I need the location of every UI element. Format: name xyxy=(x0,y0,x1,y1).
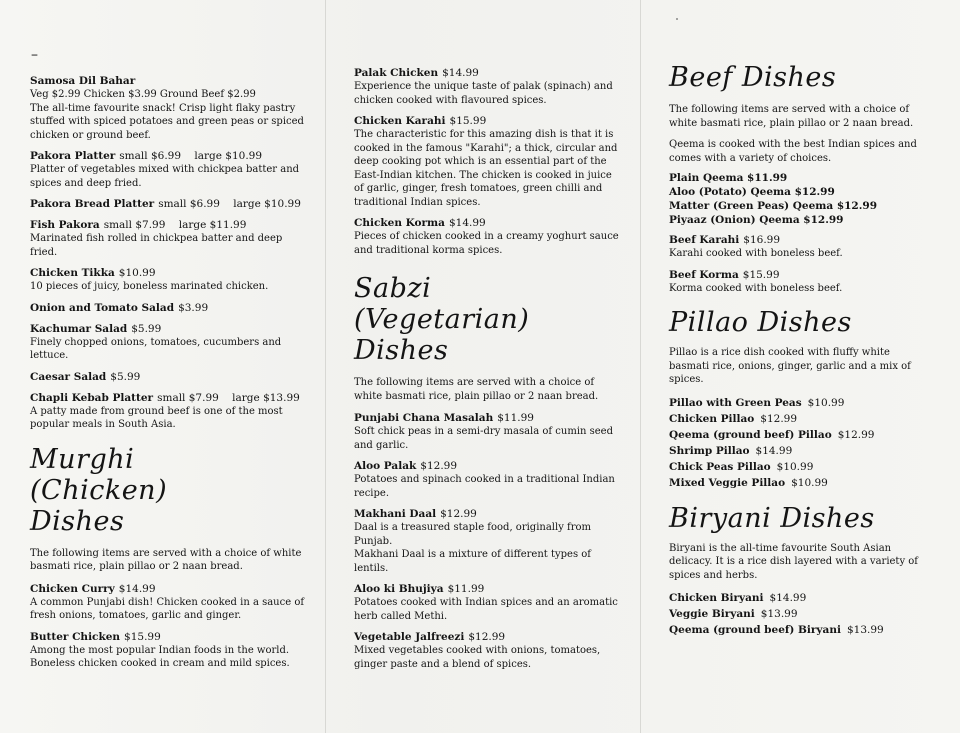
item-name: Qeema (ground beef) Biryani xyxy=(669,624,841,636)
item-description: Potatoes cooked with Indian spices and an aromatic herb called Methi. xyxy=(354,597,618,622)
item-name: Aloo ki Bhujiya xyxy=(354,583,444,595)
item-price: $14.99 xyxy=(118,582,156,595)
item-name: Chicken Karahi xyxy=(354,115,446,127)
item-name: Chicken Korma xyxy=(354,217,445,229)
item-name: Qeema (ground beef) Pillao xyxy=(669,428,832,441)
item-price: small $6.99 large $10.99 xyxy=(158,198,301,210)
item-price: $5.99 xyxy=(110,370,141,383)
item-description: Daal is a treasured staple food, originally from Punjab. Makhani Daal is a mixture of different types of lentils. xyxy=(354,522,592,574)
menu-item xyxy=(30,391,305,432)
item-price: $10.99 xyxy=(791,476,828,489)
section-heading-beef: Beef Dishes xyxy=(669,62,837,93)
item-price: $11.99 xyxy=(497,412,534,424)
item-price: $3.99 xyxy=(178,301,209,314)
column-middle xyxy=(354,66,619,678)
item-price: $14.99 xyxy=(442,67,479,79)
fold-line xyxy=(325,0,326,733)
menu-item xyxy=(30,149,305,190)
item-description: Among the most popular Indian foods in the world. Boneless chicken cooked in cream and mild spices. xyxy=(30,644,290,669)
item-price: $12.99 xyxy=(440,508,477,520)
menu-item xyxy=(669,268,919,296)
item-price: small $7.99 large $11.99 xyxy=(103,219,247,231)
item-price: $12.99 xyxy=(468,631,506,643)
column-right xyxy=(669,62,919,638)
item-description: The characteristic for this amazing dish is that it is cooked in the famous "Karahi"; a thick, circular and deep cooking pot which is an essential part of the East-Indian kitchen. The chicken is cooked in juice of garlic, ginger, fresh tomatoes, green chilli and traditional Indian spices. xyxy=(354,129,618,208)
menu-item xyxy=(354,411,619,452)
item-name: Pakora Platter xyxy=(30,150,116,162)
item-name: Caesar Salad xyxy=(30,370,107,383)
item-name: Palak Chicken xyxy=(354,67,439,79)
fold-line xyxy=(640,0,641,733)
item-description: Experience the unique taste of palak (spinach) and chicken cooked with flavoured spices. xyxy=(354,81,613,106)
section-intro: The following items are served with a choice of white basmati rice, plain pillao or 2 naan bread. xyxy=(669,104,914,129)
item-price: $15.99 xyxy=(124,630,161,643)
menu-item xyxy=(354,582,619,623)
menu-item xyxy=(669,233,919,261)
item-name: Pakora Bread Platter xyxy=(30,198,155,210)
list-item: Aloo (Potato) Qeema $12.99 xyxy=(669,186,835,198)
item-price: $10.99 xyxy=(807,396,845,409)
item-description: Mixed vegetables cooked with onions, tomatoes, ginger paste and a blend of spices. xyxy=(354,645,601,670)
menu-item xyxy=(30,301,305,315)
item-price: $14.99 xyxy=(448,217,486,229)
menu-item xyxy=(30,370,305,384)
item-name: Chicken Biryani xyxy=(669,592,764,604)
menu-item xyxy=(354,216,619,257)
item-price: $14.99 xyxy=(769,592,807,604)
item-description: Korma cooked with boneless beef. xyxy=(669,282,843,294)
item-description: Pieces of chicken cooked in a creamy yoghurt sauce and traditional korma spices. xyxy=(354,231,619,256)
list-item xyxy=(669,622,919,638)
list-item: Matter (Green Peas) Qeema $12.99 xyxy=(669,200,878,212)
list-item xyxy=(669,427,919,443)
item-price: $10.99 xyxy=(776,460,814,473)
item-name: Fish Pakora xyxy=(30,219,100,231)
item-price: $10.99 xyxy=(118,267,156,279)
list-item xyxy=(669,443,919,459)
menu-item xyxy=(354,66,619,107)
item-price: $12.99 xyxy=(420,460,458,472)
list-item xyxy=(669,459,919,475)
item-description: Karahi cooked with boneless beef. xyxy=(669,248,843,259)
column-left xyxy=(30,74,305,678)
section-heading-pillao: Pillao Dishes xyxy=(669,307,852,338)
item-price: small $7.99 large $13.99 xyxy=(157,391,300,404)
item-description: Platter of vegetables mixed with chickpea batter and spices and deep fried. xyxy=(30,164,300,189)
menu-item xyxy=(30,197,305,211)
menu-item xyxy=(30,266,305,294)
section-intro: Biryani is the all-time favourite South Asian delicacy. It is a rice dish layered with a variety of spices and herbs. xyxy=(669,542,918,581)
item-name: Aloo Palak xyxy=(354,460,417,472)
item-description: 10 pieces of juicy, boneless marinated chicken. xyxy=(30,281,269,292)
item-price: $12.99 xyxy=(837,428,875,441)
qeema-list xyxy=(669,171,919,227)
item-name: Beef Korma xyxy=(669,268,739,281)
item-name: Shrimp Pillao xyxy=(669,444,750,457)
appetizer-list xyxy=(30,74,305,432)
item-description: Veg $2.99 Chicken $3.99 Ground Beef $2.99 The all-time favourite snack! Crisp light flaky pastry stuffed with spiced potatoes and green peas or spiced chicken or ground beef. xyxy=(30,89,304,141)
item-price: $13.99 xyxy=(846,624,884,636)
section-intro: Pillao is a rice dish cooked with fluffy white basmati rice, onions, ginger, garlic and a mix of spices. xyxy=(669,347,911,385)
list-item xyxy=(669,475,919,491)
item-price: $13.99 xyxy=(760,608,798,620)
item-price: $14.99 xyxy=(755,444,793,457)
menu-item xyxy=(30,218,305,259)
item-description: A common Punjabi dish! Chicken cooked in a sauce of fresh onions, tomatoes, garlic and ginger. xyxy=(30,596,305,621)
menu-item xyxy=(354,507,619,575)
item-name: Kachumar Salad xyxy=(30,322,128,335)
item-price: $15.99 xyxy=(742,268,780,281)
list-item xyxy=(669,411,919,427)
item-price: $15.99 xyxy=(449,115,487,127)
speck xyxy=(676,18,678,20)
list-item xyxy=(669,606,919,622)
item-price: $16.99 xyxy=(743,234,781,246)
list-item xyxy=(669,395,919,411)
menu-item xyxy=(30,630,305,671)
item-name: Onion and Tomato Salad xyxy=(30,301,175,314)
section-heading-sabzi: Sabzi (Vegetarian) Dishes xyxy=(354,273,530,366)
menu-item xyxy=(30,322,305,363)
menu-item xyxy=(354,630,619,671)
item-name: Chick Peas Pillao xyxy=(669,460,771,473)
list-item: Piyaaz (Onion) Qeema $12.99 xyxy=(669,214,844,226)
section-intro: Qeema is cooked with the best Indian spices and comes with a variety of choices. xyxy=(669,139,917,164)
item-name: Beef Karahi xyxy=(669,234,740,246)
item-price: $5.99 xyxy=(131,322,162,335)
section-intro: The following items are served with a choice of white basmati rice, plain pillao or 2 naan bread. xyxy=(30,547,302,572)
menu-item xyxy=(354,114,619,209)
dash-mark: – xyxy=(31,47,38,63)
item-price: $12.99 xyxy=(760,412,798,425)
item-name: Punjabi Chana Masalah xyxy=(354,412,494,424)
item-description: Finely chopped onions, tomatoes, cucumbers and lettuce. xyxy=(30,336,282,361)
item-description: Marinated fish rolled in chickpea batter and deep fried. xyxy=(30,233,283,258)
item-description: Potatoes and spinach cooked in a traditional Indian recipe. xyxy=(354,474,615,499)
list-item xyxy=(669,590,919,606)
item-name: Chicken Pillao xyxy=(669,412,755,425)
item-name: Chicken Curry xyxy=(30,582,115,595)
pillao-list xyxy=(669,395,919,491)
item-name: Veggie Biryani xyxy=(669,608,755,620)
menu-item xyxy=(30,582,305,623)
item-description: A patty made from ground beef is one of the most popular meals in South Asia. xyxy=(30,405,283,430)
item-price: small $6.99 large $10.99 xyxy=(119,150,263,162)
item-name: Chapli Kebab Platter xyxy=(30,391,154,404)
item-name: Chicken Tikka xyxy=(30,267,115,279)
item-name: Pillao with Green Peas xyxy=(669,396,802,409)
section-intro: The following items are served with a choice of white basmati rice, plain pillao or 2 naan bread. xyxy=(354,377,599,402)
menu-item xyxy=(354,459,619,500)
item-description: Soft chick peas in a semi-dry masala of cumin seed and garlic. xyxy=(354,426,614,451)
item-name: Mixed Veggie Pillao xyxy=(669,476,786,489)
item-name: Makhani Daal xyxy=(354,508,437,520)
menu-item xyxy=(30,74,305,142)
item-name: Butter Chicken xyxy=(30,630,121,643)
item-price: $11.99 xyxy=(447,583,485,595)
item-name: Samosa Dil Bahar xyxy=(30,75,136,87)
item-name: Vegetable Jalfreezi xyxy=(354,631,465,643)
biryani-list xyxy=(669,590,919,638)
list-item: Plain Qeema $11.99 xyxy=(669,172,788,184)
section-heading-murghi: Murghi (Chicken) Dishes xyxy=(30,443,168,537)
section-heading-biryani: Biryani Dishes xyxy=(669,502,875,534)
